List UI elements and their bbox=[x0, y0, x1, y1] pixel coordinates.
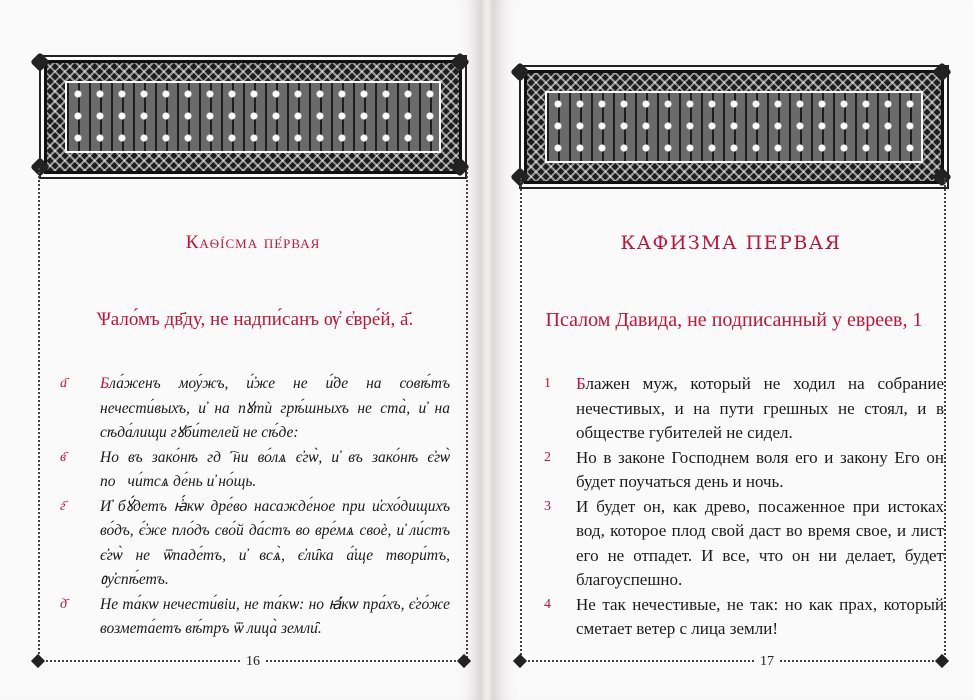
verse bbox=[60, 495, 450, 593]
verse-number: 2 bbox=[544, 449, 551, 465]
drop-cap: Б bbox=[100, 375, 110, 392]
psalm-heading: Псалом Давида, не подписанный у евреев, 1 bbox=[545, 309, 923, 331]
verse-number: а҃ bbox=[60, 376, 67, 391]
verse-text: лажен муж, который не ходил на собрание нечестивых, и на пути грешных не стоял, и в обществе губителей не сидел. bbox=[576, 374, 944, 442]
ornamental-header-band bbox=[44, 60, 462, 174]
verse-text: Не так нечестивые, не так: но как прах, который сметает ветер с лица земли! bbox=[576, 594, 944, 638]
verse-number: в҃ bbox=[60, 449, 67, 465]
verse-text: Но въ зако́нѣ гдⷭ҇ни во́лѧ є҆гѡ̀, и҆ въ зако́нѣ є҆гѡ̀ поꙋчи́тсѧ де́нь и҆ но́щь. bbox=[100, 448, 450, 490]
verse bbox=[544, 446, 944, 495]
verse-number: 3 bbox=[544, 498, 551, 514]
left-page bbox=[0, 0, 480, 700]
verse bbox=[544, 372, 944, 446]
verse-text: Но в законе Господнем воля его и закону Его он будет поучаться день и ночь. bbox=[576, 447, 944, 491]
page-number: 17 bbox=[754, 654, 780, 670]
verse-text: И҆ бꙋ́детъ ꙗ҆́кѡ дре́во насажде́ное при и҆схо́дищихъ во́дъ, є҆́же пло́дъ сво́й да́стъ во вре́мѧ своѐ, и҆ ли́стъ є҆гѡ̀ не ѿпаде́тъ, и҆ всѧ̀, є҆ли̑ка а҆́ще твори́тъ, ᲂу҆спѣ́етъ. bbox=[100, 497, 450, 588]
verse-number: 4 bbox=[544, 596, 551, 612]
verse-text: Не та́кѡ нечести́віи, не та́кѡ: но ꙗ҆́кѡ пра́хъ, є҆го́же возмета́етъ вѣ́тръ ѿ лица̀ земли̑. bbox=[100, 595, 450, 637]
verse bbox=[60, 593, 450, 642]
drop-cap: Б bbox=[576, 374, 586, 393]
verse-number: 1 bbox=[544, 376, 551, 391]
verse-number: г҃ bbox=[60, 498, 66, 514]
verse-list bbox=[60, 372, 450, 642]
book-gutter bbox=[480, 0, 494, 700]
ornamental-header-band bbox=[524, 70, 944, 184]
verse bbox=[544, 495, 944, 593]
verse-text: И будет он, как древо, посаженное при истоках вод, которое плод свой даст во время свое, и лист его не отпадет. И все, что он ни делает, будет благоуспешно. bbox=[576, 496, 944, 589]
verse bbox=[544, 593, 944, 642]
verse bbox=[60, 372, 450, 446]
page-number: 16 bbox=[240, 654, 266, 670]
verse-number: д҃ bbox=[60, 596, 68, 612]
verse bbox=[60, 446, 450, 495]
kathisma-title: КАФИЗМА ПЕРВАЯ bbox=[620, 232, 842, 254]
verse-list bbox=[544, 372, 944, 642]
kathisma-title: Каѳі́сма пе́рвая bbox=[185, 232, 321, 253]
right-page bbox=[494, 0, 974, 700]
psalm-heading: Ѱало́мъ дв҃ду, не надпи́санъ ѹ҆ є҆вре́й, а҃. bbox=[96, 309, 414, 330]
verse-text: ла́женъ мѹ́жъ, и҆́же не и҆́де на совѣ́тъ нечести́выхъ, и҆ на пꙋтѝ грѣ́шныхъ не ста̀, и҆ на сѣда́лищи гꙋби́телей не сѣ́де: bbox=[100, 375, 450, 441]
